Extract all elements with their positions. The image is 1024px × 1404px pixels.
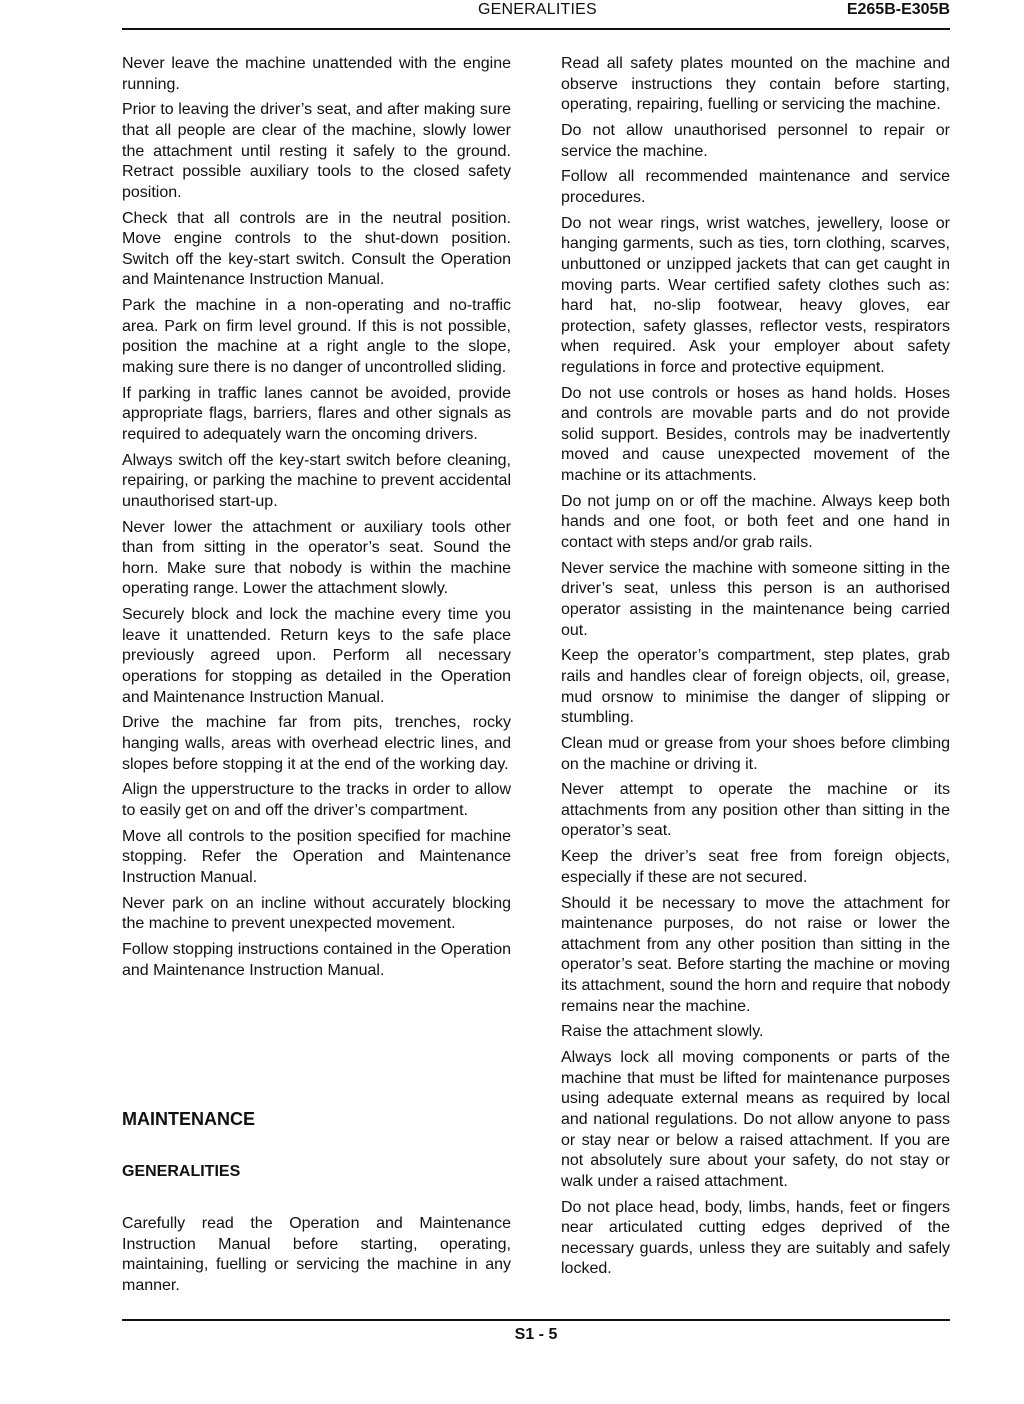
generalities-subheading: GENERALITIES [122,1163,241,1180]
paragraph: Always lock all moving components or parts of the machine that must be lifted for maintenance purposes using adequate external means as required by local and national regulations. Do not allow anyone to pass or stay near or below a raised attachment. If you are not absolutely sure about your safety, do not stay or walk under a raised attachment. [561,1049,950,1190]
paragraph: Never service the machine with someone sitting in the driver’s seat, unless this person is an authorised operator assisting in the maintenance being carried out. [561,559,950,639]
paragraph: Follow stopping instructions contained in the Operation and Maintenance Instruction Manual. [122,941,511,979]
paragraph: Prior to leaving the driver’s seat, and after making sure that all people are clear of the machine, slowly lower the attachment until resting it safely to the ground. Retract possible auxiliary tools to the closed safety position. [122,101,511,201]
paragraph: Park the machine in a non-operating and no-traffic area. Park on firm level ground. If this is not possible, position the machine at a right angle to the slope, making sure there is no danger of uncontrolled sliding. [122,297,511,376]
paragraph: Never leave the machine unattended with the engine running. [122,55,511,93]
paragraph: Securely block and lock the machine every time you leave it unattended. Return keys to the safe place previously agreed upon. Perform all necessary operations for stopping as detailed in the Operation and Maintenance Instruction Manual. [122,606,511,706]
left-column [122,54,511,986]
paragraph: Clean mud or grease from your shoes before climbing on the machine or driving it. [561,734,950,773]
paragraph: Read all safety plates mounted on the machine and observe instructions they contain before starting, operating, repairing, fuelling or servicing the machine. [561,55,950,114]
paragraph: If parking in traffic lanes cannot be avoided, provide appropriate flags, barriers, flares and other signals as required to adequately warn the oncoming drivers. [122,384,511,443]
header-section-title: GENERALITIES [478,1,597,18]
paragraph: Do not allow unauthorised personnel to repair or service the machine. [561,121,950,160]
paragraph: Should it be necessary to move the attachment for maintenance purposes, do not raise or lower the attachment from any other position than sitting in the operator’s seat. Before starting the machine or moving its attachment, sound the horn and require that nobody remains near the machine. [561,894,950,1015]
paragraph: Move all controls to the position specified for machine stopping. Refer the Operation and Maintenance Instruction Manual. [122,827,511,886]
paragraph: Do not jump on or off the machine. Always keep both hands and one foot, or both feet and one hand in contact with steps and/or grab rails. [561,492,950,551]
header-model-number: E265B-E305B [846,1,950,18]
paragraph: Do not wear rings, wrist watches, jewellery, loose or hanging garments, such as ties, torn clothing, scarves, unbuttoned or unzipped jackets that can get caught in moving parts. Wear certified safety clothes such as: hard hat, no-slip footwear, heavy gloves, ear protection, safety glasses, reflector vests, respirators when required. Ask your employer about safety regulations in force and protective equipment. [561,214,950,376]
right-column [561,54,950,1285]
footer-rule [122,1319,950,1321]
paragraph: Do not use controls or hoses as hand holds. Hoses and controls are movable parts and do not provide solid support. Besides, controls may be inadvertently moved and cause unexpected movement of the machine or its attachments. [561,384,950,485]
paragraph: Keep the operator’s compartment, step plates, grab rails and handles clear of foreign objects, oil, grease, mud orsnow to minimise the danger of slipping or stumbling. [561,647,950,727]
paragraph: Check that all controls are in the neutral position. Move engine controls to the shut-down position. Switch off the key-start switch. Consult the Operation and Maintenance Instruction Manual. [122,209,511,289]
maintenance-heading: MAINTENANCE [122,1109,255,1129]
paragraph: Never park on an incline without accurately blocking the machine to prevent unexpected movement. [122,894,511,933]
paragraph: Align the upperstructure to the tracks in order to allow to easily get on and off the driver’s compartment. [122,781,511,819]
paragraph: Do not place head, body, limbs, hands, feet or fingers near articulated cutting edges deprived of the necessary guards, unless they are suitably and safely locked. [561,1198,950,1278]
page-number: S1 - 5 [514,1326,558,1343]
paragraph: Drive the machine far from pits, trenches, rocky hanging walls, areas with overhead electric lines, and slopes before stopping it at the end of the working day. [122,714,511,773]
maintenance-intro-paragraph: Carefully read the Operation and Maintenance Instruction Manual before starting, operating, maintaining, fuelling or servicing the machine in any manner. [122,1215,511,1294]
paragraph: Keep the driver’s seat free from foreign objects, especially if these are not secured. [561,848,950,886]
header-rule [122,28,950,30]
paragraph: Follow all recommended maintenance and service procedures. [561,168,950,206]
paragraph: Raise the attachment slowly. [561,1023,764,1041]
paragraph: Never attempt to operate the machine or its attachments from any position other than sitting in the operator’s seat. [561,781,950,840]
paragraph: Never lower the attachment or auxiliary tools other than from sitting in the operator’s seat. Sound the horn. Make sure that nobody is within the machine operating range. Lower the attachment slowly. [122,518,511,598]
paragraph: Always switch off the key-start switch before cleaning, repairing, or parking the machine to prevent accidental unauthorised start-up. [122,451,511,510]
